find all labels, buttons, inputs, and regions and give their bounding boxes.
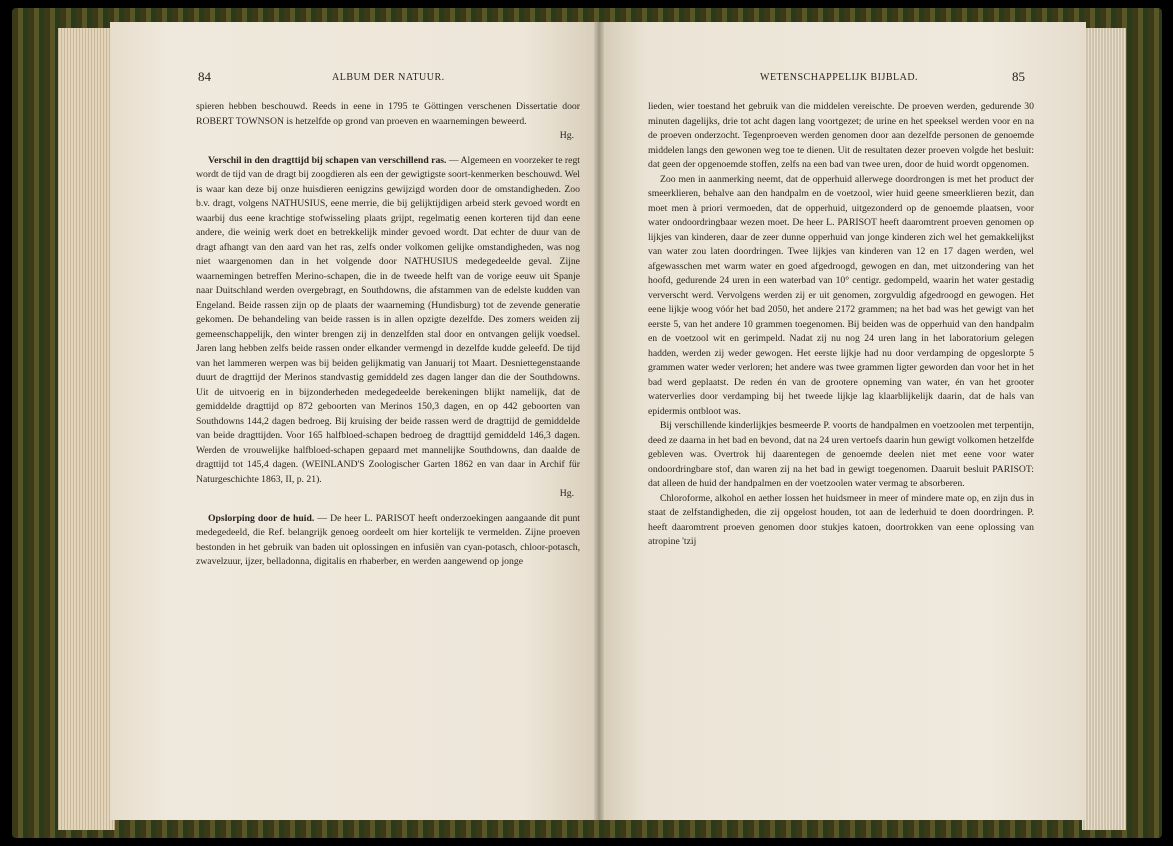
right-page — [598, 22, 1086, 820]
right-paragraph-3: Bij verschillende kinderlijkjes besmeerde P. voorts de handpalmen en voetzoolen met terpentijn, deed ze daarna in het bad en bevond, dat na 24 uren vertoefs daarin hun gewigt volkomen hetzelfde gebleven was. Overtrok hij daarentegen de genoemde deelen niet met eene voor water ondoordringbare stof, dan waren zij na het bad in gewigt toegenomen. Daaruit besluit PARISOT: dat alleen de huid der handpalmen en der voetzoolen water vermag te absorberen. — [648, 420, 1034, 489]
right-page-number: 85 — [1012, 69, 1025, 84]
left-paragraph-3-body: — De heer L. PARISOT heeft onderzoekingen aangaande dit punt medegedeeld, die Ref. belangrijk genoeg oordeelt om hier kortelijk te vermelden. Zijne proeven bestonden in het gebruik van baden uit oplossingen en infusiën van cyan-potasch, chloor-potasch, zwavelzuur, ijzer, belladonna, digitalis en rhaberber, en werden aangewend op jonge — [196, 512, 580, 567]
book-gutter — [594, 22, 604, 820]
page-edges-left — [58, 28, 115, 830]
page-edges-right — [1082, 28, 1126, 830]
left-paragraph-2-lead: Verschil in den dragttijd bij schapen van verschillend ras. — [208, 154, 447, 166]
left-paragraph-3 — [196, 512, 580, 570]
right-page-header: WETENSCHAPPELIJK BIJBLAD. — [760, 72, 919, 83]
right-paragraph-1: lieden, wier toestand het gebruik van die middelen vereischte. De proeven werden, gedurende 30 minuten dagelijks, drie tot acht dagen lang voortgezet; de urine en het speeksel werden voor en na de proeven onderzocht. Tegenproeven werden genomen door aan dezelfde personen de genoemde middelen langs den gewonen weg toe te dienen. Uit de resultaten dezer proeven volgde het besluit: dat geen der opgenoemde stoffen, zelfs na een bad van twee uren, door de huid wordt opgenomen. — [648, 101, 1034, 170]
left-signature-1: Hg. — [559, 130, 574, 141]
left-page-header: ALBUM DER NATUUR. — [332, 72, 445, 83]
left-signature-2: Hg. — [559, 488, 574, 499]
right-text-column — [648, 100, 1034, 550]
left-page — [110, 22, 598, 820]
left-paragraph-1: spieren hebben beschouwd. Reeds in eene in 1795 te Göttingen verschenen Dissertatie door ROBERT TOWNSON is hetzelfde op grond van proeven en waarnemingen beweerd. — [196, 101, 580, 127]
left-text-column — [196, 100, 580, 570]
right-paragraph-4: Chloroforme, alkohol en aether lossen het huidsmeer in meer of mindere mate op, en zijn dus in staat de zelfstandigheden, die zij opgelost houden, tot aan de lederhuid te doen doordringen. P. heeft daaromtrent proeven genomen door stukjes katoen, doortrokken van eene oplossing van atropine 'tzij — [648, 492, 1034, 547]
left-paragraph-3-lead: Opslorping door de huid. — [208, 512, 315, 524]
left-paragraph-2 — [196, 154, 580, 488]
right-paragraph-2: Zoo men in aanmerking neemt, dat de opperhuid allerwege doordrongen is met het product der smeerklieren, behalve aan den handpalm en de voetzool, wier huid geene smeerklieren bezit, dan moet men à priori vermoeden, dat de opperhuid, uitgezonderd op de genoemde plaatsen, voor water ondoordringbaar wezen moet. De heer L. PARISOT heeft daaromtrent proeven genomen op lijkjes van kinderen, daar de zeer dunne opperhuid van jonge kinderen zich wel het gemakkelijkst van water zou laten doordringen. Twee lijkjes van kinderen van 12 en 17 dagen werden, wel afgewasschen met warm water en goed afgedroogd, gewogen en dan, met uitzondering van het hoofd, gedurende 24 uren in een waterbad van 10° centigr. gedompeld, waarin het water gestadig ververscht werd. Vervolgens werden zij er uit genomen, zorgvuldig afgedroogd en gewogen. Het eene lijkje woog vóór het bad 2050, het andere 2172 grammen; na het bad was het gewigt van het eerste 5, van het andere 10 grammen toegenomen. Bij beiden was de opperhuid van den handpalm en de voetzool wit en gerimpeld. Nadat zij nu nog 24 uren lang in het laboratorium gelegen hadden, werden zij weder gewogen. Het eerste lijkje had nu door verdamping de opgeslorpte 5 grammen water weder verloren; het andere was twee grammen ligter geworden dan voor het in het bad werd geplaatst. De reden én van de grootere opneming van water, én van het grooter waterverlies door verdamping bij het tweede lijkje lag klaarblijkelijk daarin, dat de hals van epidermis ontbloot was. — [648, 173, 1034, 417]
left-page-number: 84 — [198, 69, 211, 84]
left-paragraph-2-body: — Algemeen en voorzeker te regt wordt de tijd van de dragt bij zoogdieren als een der gewigtigste soort-kenmerken beschouwd. Wel is waar kan deze bij onze huisdieren eenigzins gewijzigd worden door de omstandigheden. Zoo b.v. dragt, volgens NATHUSIUS, eene merrie, die bij gelijktijdigen arbeid sterk gevoed wordt en waarbij dus eene krachtige stofwisseling plaats grijpt, regelmatig eenen korteren tijd dan eene andere, die weinig werk doet en betrekkelijk minder gevoed wordt. Dat echter de duur van de dragt afhangt van den aard van het ras, zelfs onder volkomen gelijke omstandigheden, was nog niet waargenomen dan in het volgende door NATHUSIUS medegedeelde geval. Zijne waarnemingen betreffen Merino-schapen, die in de tweede helft van de vorige eeuw uit Spanje naar Duitschland werden overgebragt, en Southdowns, die afstammen van de edelste kudden van Engeland. Beide rassen zijn op de plaats der waarneming (Hundisburg) tot de zevende generatie gekomen. De behandeling van beide rassen is in allen opzigte dezelfde. Des zomers weiden zij gemeenschappelijk, den winter brengen zij in denzelfden stal door en ontvangen gelijk voedsel. Jaren lang hebben zelfs beide rassen onder elkander vermengd in dezelfde kudde geleefd. De tijd van het lammeren werpen was bij beiden gelijkmatig van Januarij tot Maart. Desniettegenstaande duurt de dragttijd der Merinos standvastig gemiddeld zes dagen langer dan die der Southdowns. Uit de uitvoerig en in bijzonderheden medegedeelde berekeningen blijkt namelijk, dat de gemiddelde dragttijd op 872 geboorten van Merinos 150,3 dagen, en op 442 geboorten van Southdowns 144,2 dagen bedroeg. Bij kruising der beide rassen werd de dragttijd de gemiddelde van beide dragttijden. Voor 165 halfbloed-schapen bedroeg de dragttijd gemiddeld 146,3 dagen. Werden de vrouwelijke halfbloed-schapen gepaard met mannelijke Southdowns, dan daalde de dragttijd tot 145,4 dagen. (WEINLAND'S Zoologischer Garten 1862 en van daar in Archif für Naturgeschichte 1863, II, p. 21). — [196, 154, 580, 485]
